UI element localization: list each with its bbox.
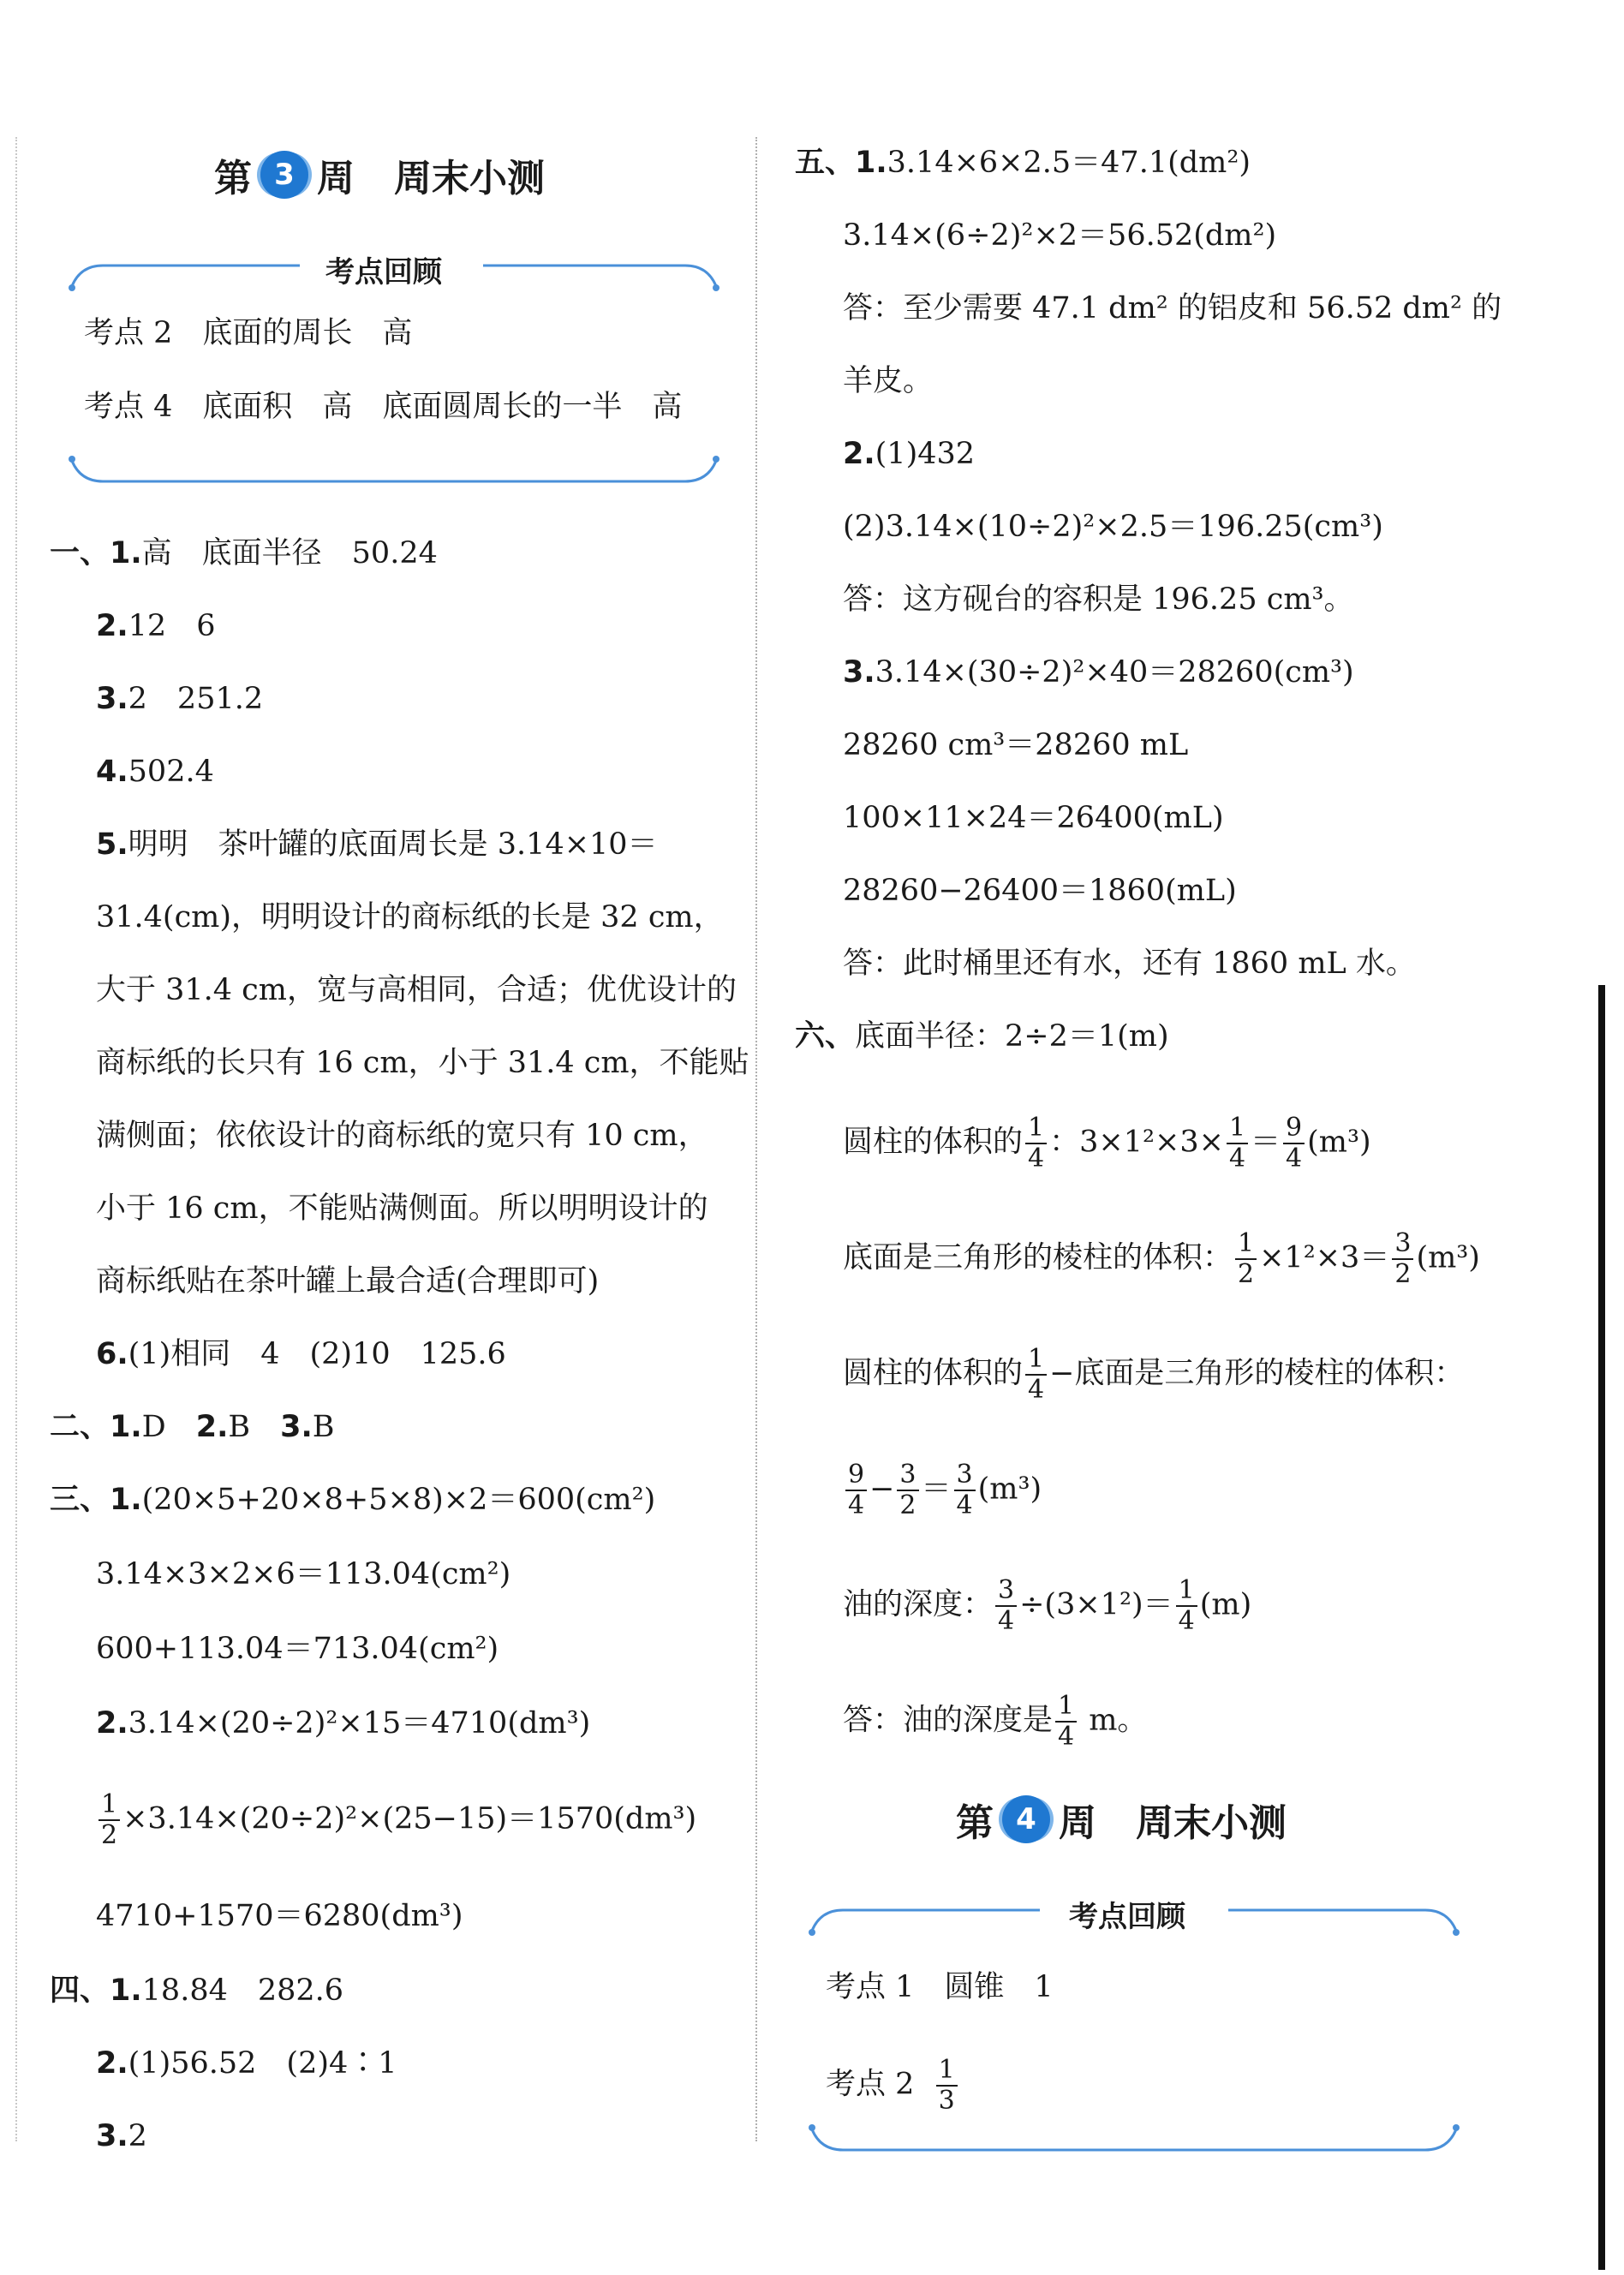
answer-3-1-line: 600+113.04＝713.04(cm²) (96, 1632, 499, 1666)
fraction: $\frac{1}{4}$ (1176, 1576, 1197, 1636)
answer-4-2: 2.(1)56.52 (2)4∶1 (96, 2046, 397, 2081)
answer-1-5: 5.明明 茶叶罐的底面周长是 3.14×10＝ (96, 827, 658, 862)
answer-3-2: 2.3.14×(20÷2)²×15＝4710(dm³) (96, 1706, 591, 1741)
answer-6-line: 答：油的深度是 $\frac{1}{4}$ m。 (843, 1691, 1148, 1752)
answer-1-5-line: 商标纸的长只有 16 cm，小于 31.4 cm，不能贴 (96, 1046, 749, 1080)
answer-1-5-line: 满侧面；依依设计的商标纸的宽只有 10 cm， (96, 1119, 708, 1153)
heading-title: 周末小测 (1136, 1801, 1287, 1845)
fraction: $\frac{3}{4}$ (995, 1576, 1017, 1636)
answer-6: 六、底面半径：2÷2＝1(m) (795, 1019, 1169, 1054)
scan-edge-shadow (1598, 985, 1605, 2270)
answer-4-3: 3.2 (96, 2119, 147, 2153)
answer-5-1-line: 3.14×(6÷2)²×2＝56.52(dm²) (843, 218, 1277, 253)
answer-5-1: 五、1.3.14×6×2.5＝47.1(dm²) (795, 146, 1251, 180)
answer-1-5-line: 大于 31.4 cm，宽与高相同，合适；优优设计的 (96, 973, 737, 1007)
fraction: $\frac{1}{2}$ (1235, 1229, 1257, 1289)
fraction: $\frac{1}{2}$ (99, 1790, 120, 1850)
answer-5-2-line: (2)3.14×(10÷2)²×2.5＝196.25(cm³) (843, 510, 1383, 544)
review-item-2: 考点 4 底面积 高 底面圆周长的一半 高 (84, 390, 683, 424)
fraction: $\frac{9}{4}$ (845, 1460, 867, 1520)
heading-prefix: 第 (956, 1801, 994, 1845)
heading-suffix: 周 (1059, 1801, 1096, 1845)
answer-5-1-line: 答：至少需要 47.1 dm² 的铝皮和 56.52 dm² 的 (843, 291, 1502, 325)
answer-5-1-line: 羊皮。 (843, 364, 934, 398)
week3-heading (214, 147, 545, 202)
fraction: $\frac{1}{3}$ (936, 2056, 958, 2116)
answer-6-line: 圆柱的体积的 $\frac{1}{4}$ −底面是三角形的棱柱的体积： (843, 1344, 1465, 1405)
fraction: $\frac{9}{4}$ (1283, 1114, 1305, 1173)
fraction: $\frac{1}{4}$ (1025, 1345, 1047, 1405)
answer-1-4: 4.502.4 (96, 755, 214, 789)
answer-1-5-line: 商标纸贴在茶叶罐上最合适(合理即可) (96, 1264, 600, 1299)
answer-5-2: 2.(1)432 (843, 437, 976, 471)
heading-suffix: 周 (317, 157, 355, 200)
week4-heading (956, 1792, 1287, 1847)
fraction: $\frac{3}{4}$ (954, 1460, 976, 1520)
answer-5-3: 3.3.14×(30÷2)²×40＝28260(cm³) (843, 655, 1354, 690)
review-item-1: 考点 2 底面的周长 高 (84, 316, 413, 350)
answer-1-5-line: 31.4(cm)，明明设计的商标纸的长是 32 cm， (96, 900, 724, 934)
answer-2: 二、1.D 2.B 3.B (50, 1410, 335, 1444)
answer-1-5-line: 小于 16 cm，不能贴满侧面。所以明明设计的 (96, 1191, 708, 1226)
answer-3-2-line: 4710+1570＝6280(dm³) (96, 1899, 463, 1933)
answer-1-3: 3.2 251.2 (96, 682, 264, 716)
fraction: $\frac{1}{4}$ (1025, 1114, 1047, 1173)
heading-prefix: 第 (214, 157, 252, 200)
answer-6-line: 油的深度： $\frac{3}{4}$ ÷(3×1²)＝ $\frac{1}{4}$ (m) (843, 1575, 1252, 1636)
fraction: $\frac{3}{2}$ (1392, 1229, 1413, 1289)
answer-3-2-line: $\frac{1}{2}$ ×3.14×(20÷2)²×(25−15)＝1570(dm³) (96, 1790, 696, 1850)
fraction: $\frac{3}{2}$ (897, 1460, 918, 1520)
answer-1-2: 2.12 6 (96, 609, 216, 643)
answer-1-1: 一、1.高 底面半径 50.24 (50, 536, 438, 570)
heading-title: 周末小测 (394, 157, 545, 200)
answer-1-6: 6.(1)相同 4 (2)10 125.6 (96, 1337, 506, 1371)
review-item-2: 考点 2 $\frac{1}{3}$ (826, 2056, 960, 2116)
review-title: 考点回顾 (1069, 1900, 1185, 1934)
answer-3-1-line: 3.14×3×2×6＝113.04(cm²) (96, 1557, 511, 1591)
week-number-badge: 3 (260, 151, 308, 199)
answer-5-3-line: 28260−26400＝1860(mL) (843, 874, 1237, 908)
answer-5-3-line: 答：此时桶里还有水，还有 1860 mL 水。 (843, 946, 1416, 981)
answer-3-1: 三、1.(20×5+20×8+5×8)×2＝600(cm²) (50, 1483, 656, 1517)
answer-5-3-line: 28260 cm³＝28260 mL (843, 728, 1189, 762)
answer-6-line: 圆柱的体积的 $\frac{1}{4}$ ：3×1²×3× $\frac{1}{4}$ ＝ $\frac{9}{4}$ (m³) (843, 1113, 1371, 1173)
answer-6-line: $\frac{9}{4}$ − $\frac{3}{2}$ ＝ $\frac{3}{4}$ (m³) (843, 1460, 1042, 1520)
answer-4-1: 四、1.18.84 282.6 (50, 1973, 344, 2008)
answer-6-line: 底面是三角形的棱柱的体积： $\frac{1}{2}$ ×1²×3＝ $\frac{3}{2}$ (m³) (843, 1228, 1480, 1289)
answer-5-2-line: 答：这方砚台的容积是 196.25 cm³。 (843, 582, 1354, 617)
fraction: $\frac{1}{4}$ (1227, 1114, 1248, 1173)
answer-5-3-line: 100×11×24＝26400(mL) (843, 801, 1224, 835)
week-number-badge: 4 (1002, 1795, 1050, 1843)
review-item-1: 考点 1 圆锥 1 (826, 1970, 1054, 2004)
review-title: 考点回顾 (325, 255, 442, 290)
column-divider (755, 137, 757, 2141)
fraction: $\frac{1}{4}$ (1055, 1692, 1077, 1752)
page-edge (15, 137, 17, 2141)
